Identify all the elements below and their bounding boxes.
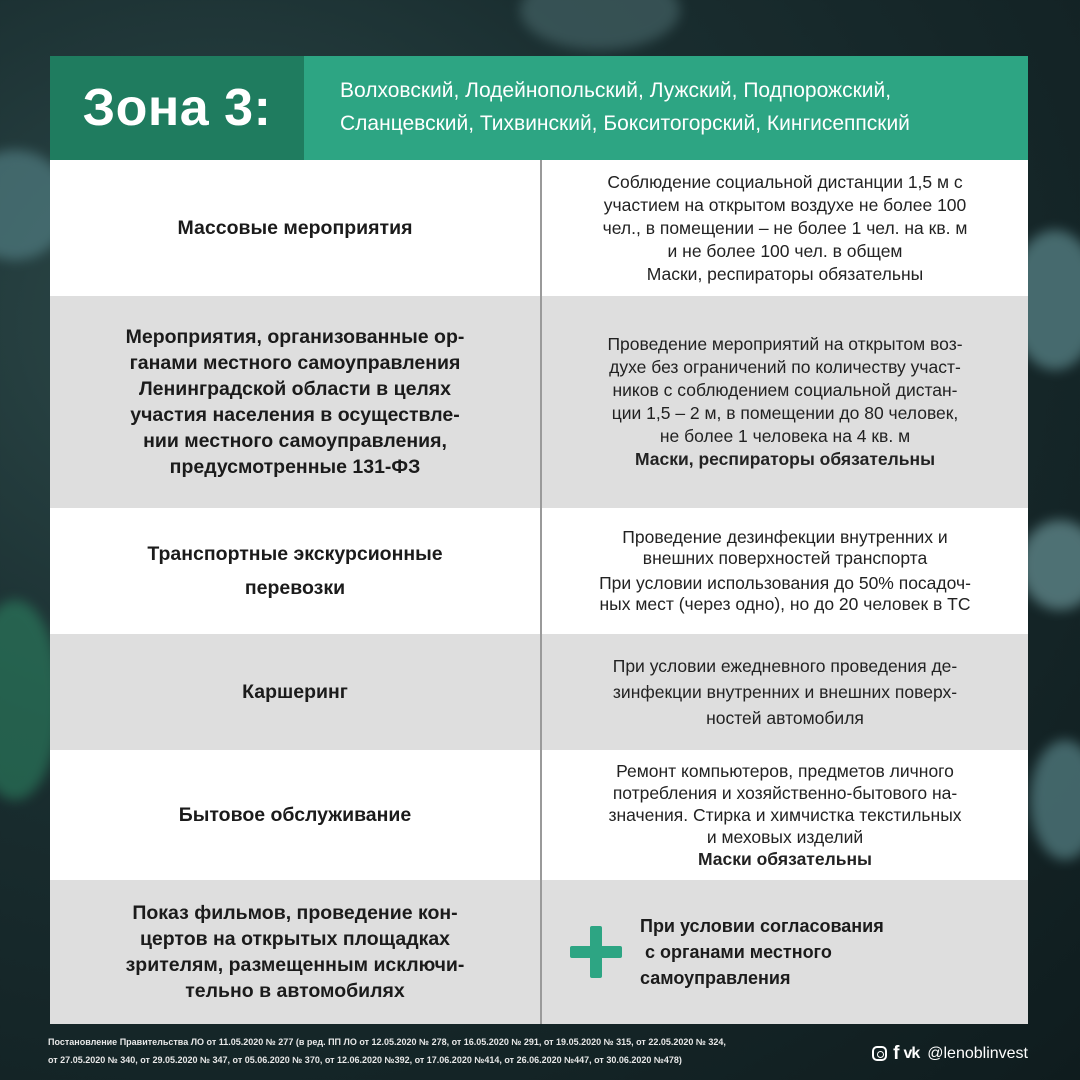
activity-cell: [50, 160, 540, 296]
plus-condition-text: [640, 913, 884, 991]
condition-line: с органами местного: [640, 942, 832, 962]
conditions-cell: [540, 296, 1028, 508]
background-virus-shape: [1020, 520, 1080, 610]
activity-text: Ленинградской области в целях: [138, 378, 452, 400]
table-row: [50, 508, 1028, 634]
condition-line: При условии согласования: [640, 916, 884, 936]
condition-line: и не более 100 чел. в общем: [667, 240, 903, 261]
condition-line: ных мест (через одно), но до 20 человек в ТС: [599, 594, 971, 614]
activity-text: Транспортные экскурсионные: [147, 543, 443, 565]
activity-cell: [50, 296, 540, 508]
condition-line: чел., в помещении – не более 1 чел. на кв. м: [602, 217, 968, 238]
footnote-line: Постановление Правительства ЛО от 11.05.2020 № 277 (в ред. ПП ЛО от 12.05.2020 № 278, от 16.05.2020 № 291, от 19.05.2020 № 315, от 22.05.2020 № 324,: [48, 1037, 726, 1047]
conditions-cell: [540, 880, 1028, 1024]
condition-line: самоуправления: [640, 968, 791, 988]
table-row: [50, 880, 1028, 1024]
activity-text: предусмотренные 131-ФЗ: [169, 456, 421, 478]
activity-cell: [50, 750, 540, 880]
conditions-cell: [540, 508, 1028, 634]
activity-text: перевозки: [244, 577, 346, 599]
facebook-icon[interactable]: f: [893, 1043, 900, 1064]
condition-line: ников с соблюдением социальной дистан-: [612, 380, 958, 400]
condition-line: Маски, респираторы обязательны: [646, 263, 924, 284]
condition-line: потребления и хозяйственно-бытового на-: [612, 783, 958, 803]
legal-footnote: [48, 1033, 808, 1069]
instagram-icon[interactable]: [872, 1046, 887, 1061]
activity-text: Каршеринг: [242, 681, 348, 703]
conditions-cell: [540, 160, 1028, 296]
districts-line: Сланцевский, Тихвинский, Бокситогорский, Кингисеппский: [340, 112, 910, 135]
condition-line: При условии ежедневного проведения де-: [612, 656, 958, 676]
activity-text: цертов на открытых площадках: [139, 928, 451, 950]
activity-text: Массовые мероприятия: [177, 217, 413, 239]
zone-title-box: [50, 56, 304, 160]
table-row: [50, 296, 1028, 508]
condition-line: ции 1,5 – 2 м, в помещении до 80 человек,: [611, 403, 959, 423]
activity-text: Бытовое обслуживание: [178, 804, 412, 826]
condition-line: Ремонт компьютеров, предметов личного: [616, 761, 954, 781]
condition-line: При условии использования до 50% посадоч-: [599, 573, 971, 593]
districts-line: Волховский, Лодейнопольский, Лужский, Подпорожский,: [340, 79, 892, 102]
plus-icon: [570, 926, 622, 978]
activity-text: Показ фильмов, проведение кон-: [132, 902, 458, 924]
condition-line: зинфекции внутренних и внешних поверх-: [612, 682, 958, 702]
condition-line: внешних поверхностей транспорта: [642, 548, 928, 568]
activity-text: ганами местного самоуправления: [129, 352, 461, 374]
condition-line: Соблюдение социальной дистанции 1,5 м с: [607, 171, 963, 192]
activity-text: участия населения в осуществле-: [130, 404, 460, 426]
social-handle[interactable]: @lenoblinvest: [927, 1044, 1028, 1062]
activity-text: нии местного самоуправления,: [143, 430, 447, 452]
vk-icon[interactable]: vk: [903, 1044, 920, 1062]
condition-line: и меховых изделий: [706, 827, 864, 847]
zone-title: Зона 3:: [82, 79, 272, 137]
background-virus-shape: [1030, 740, 1080, 860]
condition-line: Маски обязательны: [697, 849, 872, 869]
background-virus-shape: [520, 0, 680, 50]
condition-line: не более 1 человека на 4 кв. м: [659, 426, 911, 446]
zone-header: [50, 56, 1028, 160]
info-card: [50, 56, 1028, 1024]
conditions-cell: [540, 634, 1028, 750]
activity-text: Мероприятия, организованные ор-: [125, 326, 465, 348]
table-row: [50, 750, 1028, 880]
activity-text: зрителям, размещенным исключи-: [125, 954, 465, 976]
condition-line: Проведение дезинфекции внутренних и: [622, 527, 948, 547]
table-row: [50, 634, 1028, 750]
condition-line: ностей автомобиля: [706, 708, 864, 728]
condition-line: участием на открытом воздухе не более 100: [603, 194, 967, 215]
table-row: [50, 160, 1028, 296]
condition-line: значения. Стирка и химчистка текстильных: [608, 805, 962, 825]
districts-list: [304, 56, 1028, 160]
footnote-line: от 27.05.2020 № 340, от 29.05.2020 № 347, от 05.06.2020 № 370, от 12.06.2020 №392, от 17.06.2020 №414, от 26.06.2020 №447, от 30.06.2020 №478): [48, 1055, 682, 1065]
activity-cell: [50, 508, 540, 634]
activity-cell: [50, 634, 540, 750]
social-links: [872, 1044, 1028, 1063]
conditions-cell: [540, 750, 1028, 880]
condition-line: Маски, респираторы обязательны: [634, 449, 936, 469]
condition-line: духе без ограничений по количеству участ-: [609, 357, 961, 377]
condition-line: Проведение мероприятий на открытом воз-: [607, 334, 963, 354]
activity-text: тельно в автомобилях: [185, 980, 405, 1002]
activity-cell: [50, 880, 540, 1024]
